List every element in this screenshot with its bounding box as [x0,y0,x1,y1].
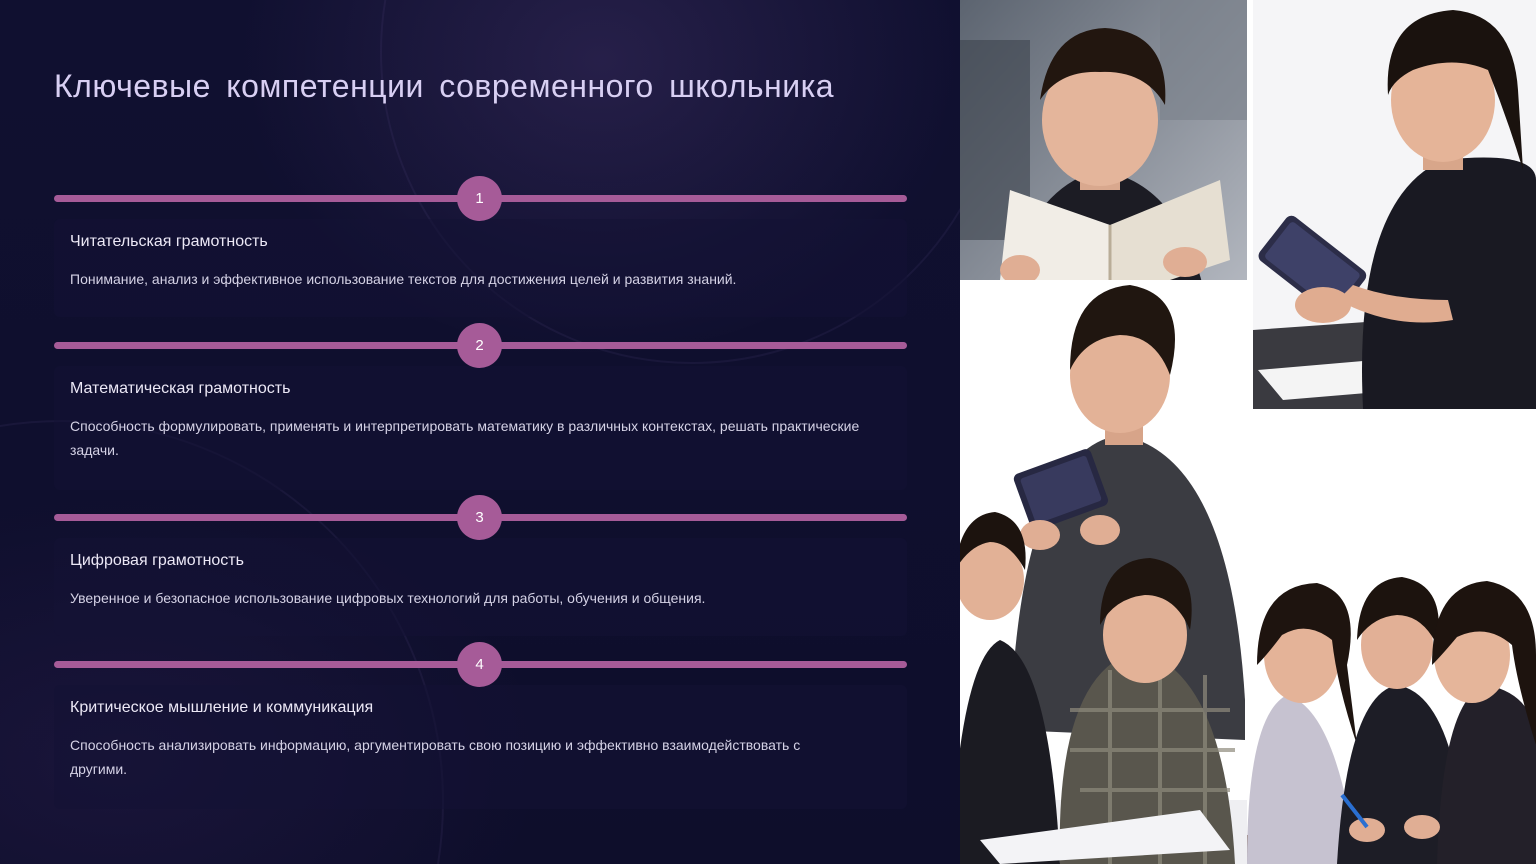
competency-description: Способность анализировать информацию, аргументировать свою позицию и эффективно взаимодействовать с другими. [70,737,801,777]
photo-collage [960,0,1536,864]
competency-heading: Математическая грамотность [70,380,291,397]
photo-girl-tablet [1253,0,1536,409]
competency-heading: Критическое мышление и коммуникация [70,699,374,716]
competency-description: Уверенное и безопасное использование цифровых технологий для работы, обучения и общения. [70,590,706,606]
competency-heading: Цифровая грамотность [70,552,244,569]
slide-title: Ключевые компетенции современного школьника [54,68,835,104]
competency-heading: Читательская грамотность [70,233,268,250]
competency-description: Способность формулировать, применять и интерпретировать математику в различных контекстах, решать практические задачи. [70,418,860,458]
step-number-badge: 3 [457,495,502,540]
step-number-badge: 1 [457,176,502,221]
photo-boy-reading [960,0,1247,323]
step-number-badge: 4 [457,642,502,687]
photo-children-writing [1247,545,1536,864]
competency-description: Понимание, анализ и эффективное использование текстов для достижения целей и развития знаний. [70,271,737,287]
photo-children-group [960,280,1247,864]
step-number-badge: 2 [457,323,502,368]
